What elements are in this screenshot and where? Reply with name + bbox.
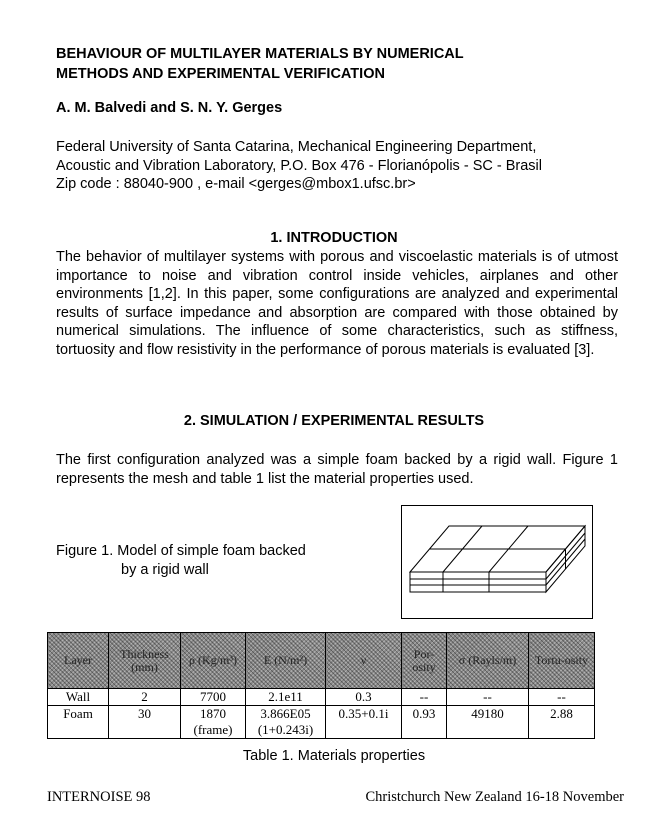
cell: 7700 — [181, 689, 246, 706]
header-thickness: Thickness (mm) — [109, 633, 181, 689]
section-2-heading: 2. SIMULATION / EXPERIMENTAL RESULTS — [183, 413, 485, 429]
figure-1-caption — [56, 542, 306, 580]
header-flow-resistivity: σ (Rayls/m) — [447, 633, 529, 689]
affiliation-line-1: Federal University of Santa Catarina, Mechanical Engineering Department, — [56, 139, 537, 155]
section-1-text: The behavior of multilayer systems with porous and viscoelastic materials is of utmost importance to noise and vibration control inside vehicles, airplanes and other environments [1,2]. In this paper, some configurations are analyzed and experimental results of surface impedance and absorption are compared with those obtained by numerical simulations. The influence of some characteristics, such as stiffness, tortuosity and flow resistivity in the performance of porous materials is evaluated [3]. — [56, 249, 618, 358]
cell: -- — [447, 689, 529, 706]
header-density: ρ (Kg/m³) — [181, 633, 246, 689]
cell: 2.1e11 — [246, 689, 326, 706]
cell: 3.866E05 (1+0.243i) — [246, 706, 326, 739]
header-porosity: Por-osity — [402, 633, 447, 689]
cell: 49180 — [447, 706, 529, 739]
header-layer: Layer — [48, 633, 109, 689]
cell: -- — [529, 689, 595, 706]
header-poisson: ν — [326, 633, 402, 689]
table-row-foam — [48, 706, 595, 739]
cell: 1870 (frame) — [181, 706, 246, 739]
figure-1-mesh — [401, 505, 593, 619]
cell: 2 — [109, 689, 181, 706]
affiliation-line-3: Zip code : 88040-900 , e-mail <gerges@mbox1.ufsc.br> — [56, 176, 416, 192]
table-header-row — [48, 633, 595, 689]
materials-table — [47, 632, 595, 739]
title-line-2: METHODS AND EXPERIMENTAL VERIFICATION — [56, 66, 385, 82]
affiliation-line-2: Acoustic and Vibration Laboratory, P.O. Box 476 - Florianópolis - SC - Brasil — [56, 157, 542, 174]
paper-title — [56, 44, 636, 84]
footer-left: INTERNOISE 98 — [47, 789, 151, 805]
authors: A. M. Balvedi and S. N. Y. Gerges — [56, 100, 283, 116]
figure-1-caption-line-2: by a rigid wall — [121, 562, 209, 578]
cell: -- — [402, 689, 447, 706]
cell: Foam — [48, 706, 109, 739]
footer-right: Christchurch New Zealand 16-18 November — [365, 789, 624, 805]
cell: 0.3 — [326, 689, 402, 706]
table-1-caption: Table 1. Materials properties — [242, 748, 426, 764]
mesh-drawing — [402, 506, 592, 618]
header-tortuosity: Tortu-osity — [529, 633, 595, 689]
table-row-wall — [48, 689, 595, 706]
figure-1-caption-line-1: Figure 1. Model of simple foam backed — [56, 543, 306, 559]
cell: 0.93 — [402, 706, 447, 739]
cell: 30 — [109, 706, 181, 739]
header-youngs-modulus: E (N/m²) — [246, 633, 326, 689]
section-2-text: The first configuration analyzed was a simple foam backed by a rigid wall. Figure 1 represents the mesh and table 1 list the material properties used. — [56, 452, 618, 487]
affiliation — [56, 138, 636, 194]
title-line-1: BEHAVIOUR OF MULTILAYER MATERIALS BY NUMERICAL — [56, 46, 464, 62]
cell: Wall — [48, 689, 109, 706]
cell: 0.35+0.1i — [326, 706, 402, 739]
section-1-heading: 1. INTRODUCTION — [270, 230, 398, 246]
cell: 2.88 — [529, 706, 595, 739]
